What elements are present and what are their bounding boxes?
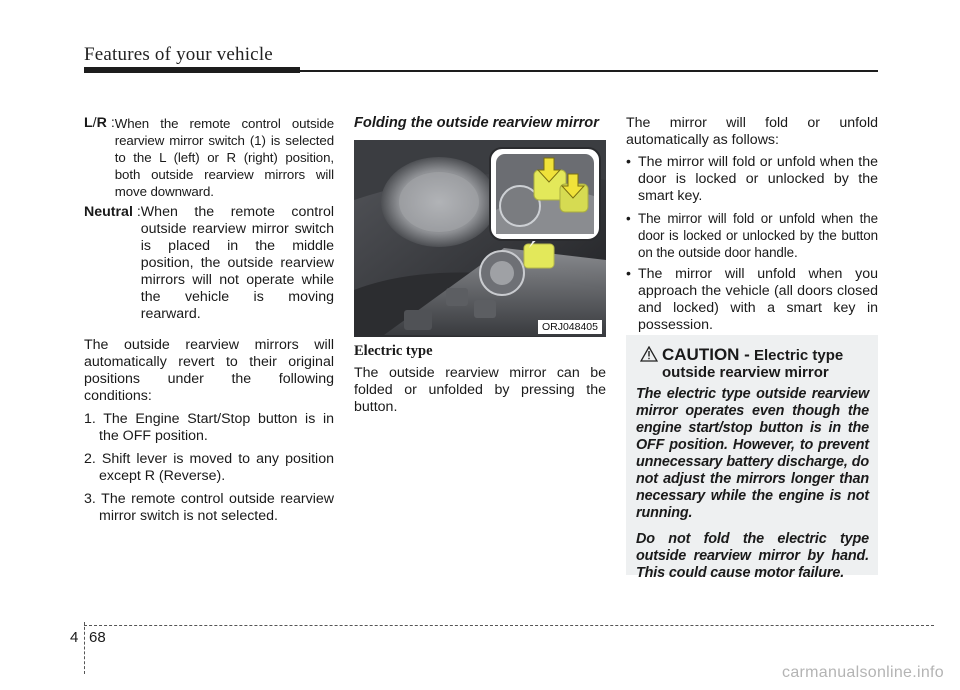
watermark: carmanualsonline.info bbox=[782, 664, 944, 681]
list-item bbox=[626, 266, 878, 334]
warning-triangle-icon bbox=[640, 346, 658, 362]
caution-body bbox=[636, 386, 869, 591]
condition-item: 1. The Engine Start/Stop button is in the OFF position. bbox=[84, 411, 334, 444]
list-item bbox=[626, 210, 878, 261]
revert-intro: The outside rearview mirrors will automatically revert to their original positions under the following conditions: bbox=[84, 337, 334, 404]
term-colon: : bbox=[132, 204, 141, 220]
column-right bbox=[626, 115, 878, 334]
term-colon: : bbox=[106, 115, 115, 131]
list-item-text: The mirror will unfold when you approach the vehicle (all doors closed and locked) with a smart key in possession. bbox=[638, 266, 878, 333]
condition-item: 2. Shift lever is moved to any position except R (Reverse). bbox=[84, 451, 334, 484]
caution-heading bbox=[662, 346, 872, 381]
caution-box bbox=[626, 335, 878, 581]
term-r: R bbox=[96, 115, 107, 131]
bullet-glyph: • bbox=[626, 154, 631, 170]
caution-label: CAUTION - bbox=[662, 345, 750, 364]
page-number-divider bbox=[84, 622, 85, 674]
caution-title: Electric type outside rearview mirror bbox=[662, 347, 844, 381]
definition-neutral bbox=[84, 204, 334, 323]
definition-label bbox=[84, 204, 141, 323]
condition-item: 3. The remote control outside rearview mirror switch is not selected. bbox=[84, 491, 334, 524]
auto-fold-list bbox=[626, 154, 878, 334]
revert-conditions bbox=[84, 411, 334, 525]
footer-rule bbox=[84, 625, 934, 626]
header-rule-thick bbox=[84, 67, 300, 73]
list-item-text: The mirror will fold or unfold when the door is locked or unlocked by the button on the outside door handle. bbox=[638, 211, 878, 260]
column-middle bbox=[354, 115, 606, 132]
section-title: Folding the outside rearview mirror bbox=[354, 115, 599, 131]
definition-text: When the remote control outside rearview mirror switch is placed in the middle position, the outside rearview mirrors will not operate while the vehicle is moving rearward. bbox=[140, 204, 334, 322]
definition-label bbox=[84, 115, 115, 200]
term-neutral: Neutral bbox=[84, 204, 133, 220]
electric-type-block bbox=[354, 343, 606, 416]
page-number: 68 bbox=[89, 629, 106, 646]
page-section-number: 4 bbox=[70, 629, 79, 646]
definition-lr bbox=[84, 115, 334, 200]
mirror-switch-figure bbox=[354, 140, 606, 337]
door-panel-illustration bbox=[354, 140, 606, 337]
definition-list bbox=[84, 115, 334, 323]
caution-paragraph: The electric type outside rearview mirror operates even though the engine start/stop button is in the OFF position. However, to prevent unnecessary battery discharge, do not adjust the mirrors longer than necessary while the engine is not running. bbox=[636, 386, 869, 521]
header-rule-thin bbox=[300, 70, 878, 72]
page-header-title: Features of your vehicle bbox=[84, 44, 273, 65]
list-item-text: The mirror will fold or unfold when the door is locked or unlocked by the smart key. bbox=[638, 154, 878, 204]
term-l: L bbox=[84, 115, 93, 131]
term-separator: / bbox=[92, 115, 97, 131]
figure-code: ORJ048405 bbox=[538, 320, 602, 334]
auto-fold-intro: The mirror will fold or unfold automatically as follows: bbox=[626, 115, 878, 148]
electric-type-paragraph: The outside rearview mirror can be folded or unfolded by pressing the button. bbox=[354, 365, 606, 415]
subhead-electric-type: Electric type bbox=[354, 343, 433, 359]
bullet-glyph: • bbox=[626, 211, 631, 226]
list-item bbox=[626, 154, 878, 205]
definition-text: When the remote control outside rearview mirror switch (1) is selected to the L (left) or R (right) position, both outside rearview mirrors will move downward. bbox=[114, 116, 334, 199]
bullet-glyph: • bbox=[626, 266, 631, 282]
column-left bbox=[84, 115, 334, 525]
caution-paragraph: Do not fold the electric type outside rearview mirror by hand. This could cause motor failure. bbox=[636, 531, 869, 581]
